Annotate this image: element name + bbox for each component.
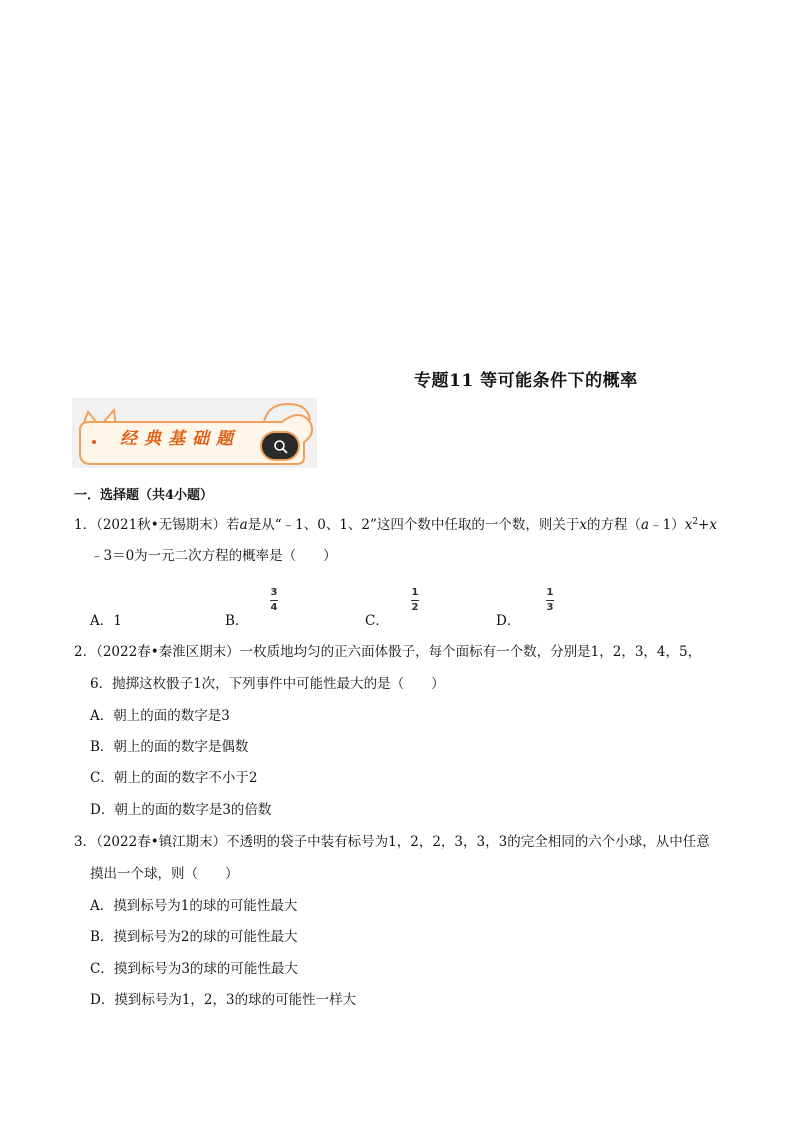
question-3-line-2: 摸出一个球，则（ ） xyxy=(90,866,239,882)
section-heading: 一．选择题（共4小题） xyxy=(74,488,214,503)
question-number: 2． xyxy=(74,644,97,660)
question-3-line-1: 3．（2022春•镇江期末）不透明的袋子中装有标号为1，2，2，3，3，3的完全相同的六个小球，从中任意 xyxy=(74,834,710,850)
question-2-line-2: 6．抛掷这枚骰子1次，下列事件中可能性最大的是（ ） xyxy=(90,676,445,692)
section-banner xyxy=(72,398,317,468)
search-button[interactable] xyxy=(260,431,300,461)
option-a[interactable]: A．1 xyxy=(90,613,122,629)
question-3-option-a[interactable]: A．摸到标号为1的球的可能性最大 xyxy=(90,898,298,914)
question-1-line-2: ﹣3＝0为一元二次方程的概率是（ ） xyxy=(90,548,337,564)
banner-title: 经典基础题 xyxy=(120,429,240,449)
option-c-label[interactable]: C． xyxy=(365,613,389,629)
option-d-fraction: 1 3 xyxy=(546,587,554,613)
question-3-option-d[interactable]: D．摸到标号为1，2，3的球的可能性一样大 xyxy=(90,992,357,1008)
question-3-option-b[interactable]: B．摸到标号为2的球的可能性最大 xyxy=(90,929,298,945)
option-b-label[interactable]: B． xyxy=(225,613,249,629)
question-3-option-c[interactable]: C．摸到标号为3的球的可能性最大 xyxy=(90,961,298,977)
question-2-option-a[interactable]: A．朝上的面的数字是3 xyxy=(90,708,230,724)
option-b-fraction: 3 4 xyxy=(270,587,278,613)
search-icon xyxy=(273,439,289,455)
question-2-line-1: 2．（2022春•秦淮区期末）一枚质地均匀的正六面体骰子，每个面标有一个数，分别是1，2，3，4，5， xyxy=(74,644,702,660)
question-2-option-c[interactable]: C．朝上的面的数字不小于2 xyxy=(90,770,258,786)
question-source: （2021秋•无锡期末） xyxy=(96,517,227,533)
option-d-label[interactable]: D． xyxy=(496,613,521,629)
question-1-line-1: 1．（2021秋•无锡期末）若a是从“﹣1、0、1、2”这四个数中任取的一个数，则关于x的方程$(a﹣1)x^2+x$ xyxy=(74,517,717,533)
option-c-fraction: 1 2 xyxy=(411,587,419,613)
page-title: 专题11 等可能条件下的概率 xyxy=(414,371,638,391)
question-number: 3． xyxy=(74,834,97,850)
question-number: 1． xyxy=(74,517,97,533)
question-2-option-b[interactable]: B．朝上的面的数字是偶数 xyxy=(90,739,249,755)
question-2-option-d[interactable]: D．朝上的面的数字是3的倍数 xyxy=(90,802,272,818)
